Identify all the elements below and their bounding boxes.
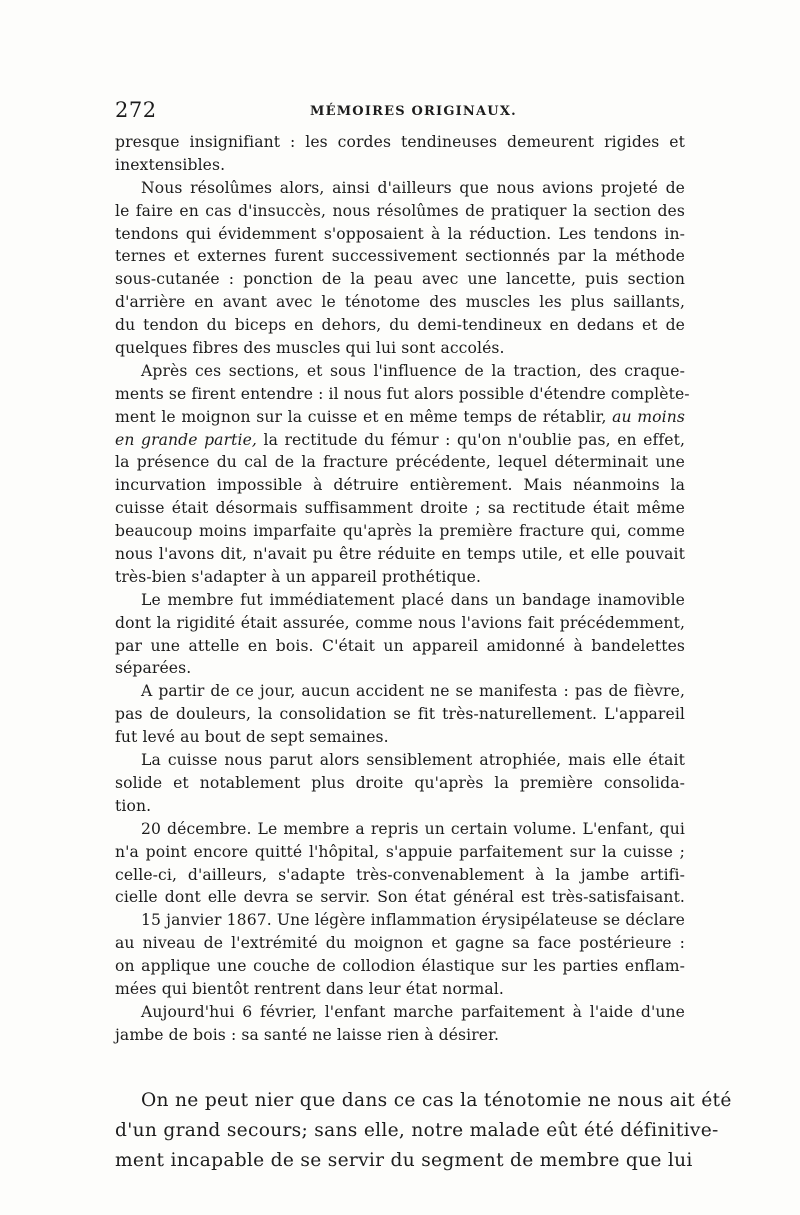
text-line: incurvation impossible à détruire entièrement. Mais néanmoins la [115, 476, 685, 495]
section-gap [115, 1047, 685, 1086]
text-line: tendons qui évidemment s'opposaient à la réduction. Les tendons in- [115, 224, 685, 243]
text-line: 15 janvier 1867. Une légère inflammation érysipélateuse se déclare [141, 911, 685, 930]
text-line: Nous résolûmes alors, ainsi d'ailleurs que nous avions projeté de [141, 178, 685, 197]
text-line: presque insignifiant : les cordes tendineuses demeurent rigides et [115, 133, 685, 151]
text-line: solide et notablement plus droite qu'après la première consolida- [115, 773, 685, 792]
text-line: Le membre fut immédiatement placé dans un bandage inamovible [141, 590, 685, 609]
text-line: jambe de bois : sa santé ne laisse rien à désirer. [115, 1025, 500, 1044]
text-line: par une attelle en bois. C'était un appareil amidonné à bandelettes [115, 636, 685, 655]
text-line: quelques fibres des muscles qui lui sont accolés. [115, 339, 505, 358]
text-line: on applique une couche de collodion élastique sur les parties enflam- [115, 957, 685, 976]
text-line: très-bien s'adapter à un appareil prothétique. [115, 567, 482, 586]
text-line: d'arrière en avant avec le ténotome des muscles les plus saillants, [115, 293, 685, 312]
text-segment: la rectitude du fémur : qu'on n'oublie pas, en effet, [263, 430, 686, 449]
text-line: 20 décembre. Le membre a repris un certain volume. L'enfant, qui [141, 819, 685, 838]
text-line: d'un grand secours; sans elle, notre malade eût été définitive- [115, 1119, 719, 1141]
text-line: ment incapable de se servir du segment de membre que lui [115, 1149, 693, 1171]
text-line: ternes et externes furent successivement sectionnés par la méthode [115, 247, 685, 266]
text-line: celle-ci, d'ailleurs, s'adapte très-convenablement à la jambe artifi- [115, 865, 685, 884]
text-line [115, 406, 685, 429]
italic-phrase: en grande partie, [115, 430, 257, 449]
text-line: La cuisse nous parut alors sensiblement atrophiée, mais elle était [141, 751, 685, 770]
italic-phrase: au moins [612, 407, 685, 426]
text-line: le faire en cas d'insuccès, nous résolûmes de pratiquer la section des [115, 201, 685, 220]
text-line: au niveau de l'extrémité du moignon et gagne sa face postérieure : [115, 934, 685, 953]
text-line: cuisse était désormais suffisamment droite ; sa rectitude était même [115, 499, 685, 518]
text-line: Aujourd'hui 6 février, l'enfant marche parfaitement à l'aide d'une [141, 1002, 685, 1021]
text-line: ments se firent entendre : il nous fut alors possible d'étendre complète- [115, 384, 690, 403]
text-line: A partir de ce jour, aucun accident ne se manifesta : pas de fièvre, [141, 682, 685, 701]
text-line: dont la rigidité était assurée, comme nous l'avions fait précédemment, [115, 613, 685, 632]
text-line: On ne peut nier que dans ce cas la ténotomie ne nous ait été [141, 1089, 732, 1111]
text-line: fut levé au bout de sept semaines. [115, 728, 389, 747]
text-line: pas de douleurs, la consolidation se fit très-naturellement. L'appareil [115, 705, 685, 724]
text-line: n'a point encore quitté l'hôpital, s'appuie parfaitement sur la cuisse ; [115, 842, 685, 861]
text-segment: ment le moignon sur la cuisse et en même temps de rétablir, [115, 407, 607, 426]
text-line: du tendon du biceps en dehors, du demi-tendineux en dedans et de [115, 316, 685, 335]
text-line: beaucoup moins imparfaite qu'après la première fracture qui, comme [115, 522, 685, 541]
text-line: mées qui bientôt rentrent dans leur état normal. [115, 979, 504, 998]
text-line: tion. [115, 796, 152, 815]
text-line: sous-cutanée : ponction de la peau avec une lancette, puis section [115, 270, 685, 289]
text-line: nous l'avons dit, n'avait pu être réduite en temps utile, et elle pouvait [115, 545, 685, 564]
running-head: MÉMOIRES ORIGINAUX. [310, 104, 517, 119]
text-line: la présence du cal de la fracture précédente, lequel déterminait une [115, 453, 685, 472]
page-header [115, 98, 685, 128]
closing-paragraph [115, 1086, 732, 1176]
text-line: inextensibles. [115, 155, 226, 174]
text-line: Après ces sections, et sous l'influence de la traction, des craque- [141, 361, 685, 380]
body-text [115, 131, 732, 1176]
text-line [115, 429, 685, 452]
page-number: 272 [115, 98, 157, 122]
text-line: séparées. [115, 659, 192, 678]
text-line: cielle dont elle devra se servir. Son état général est très-satisfaisant. [115, 888, 685, 907]
